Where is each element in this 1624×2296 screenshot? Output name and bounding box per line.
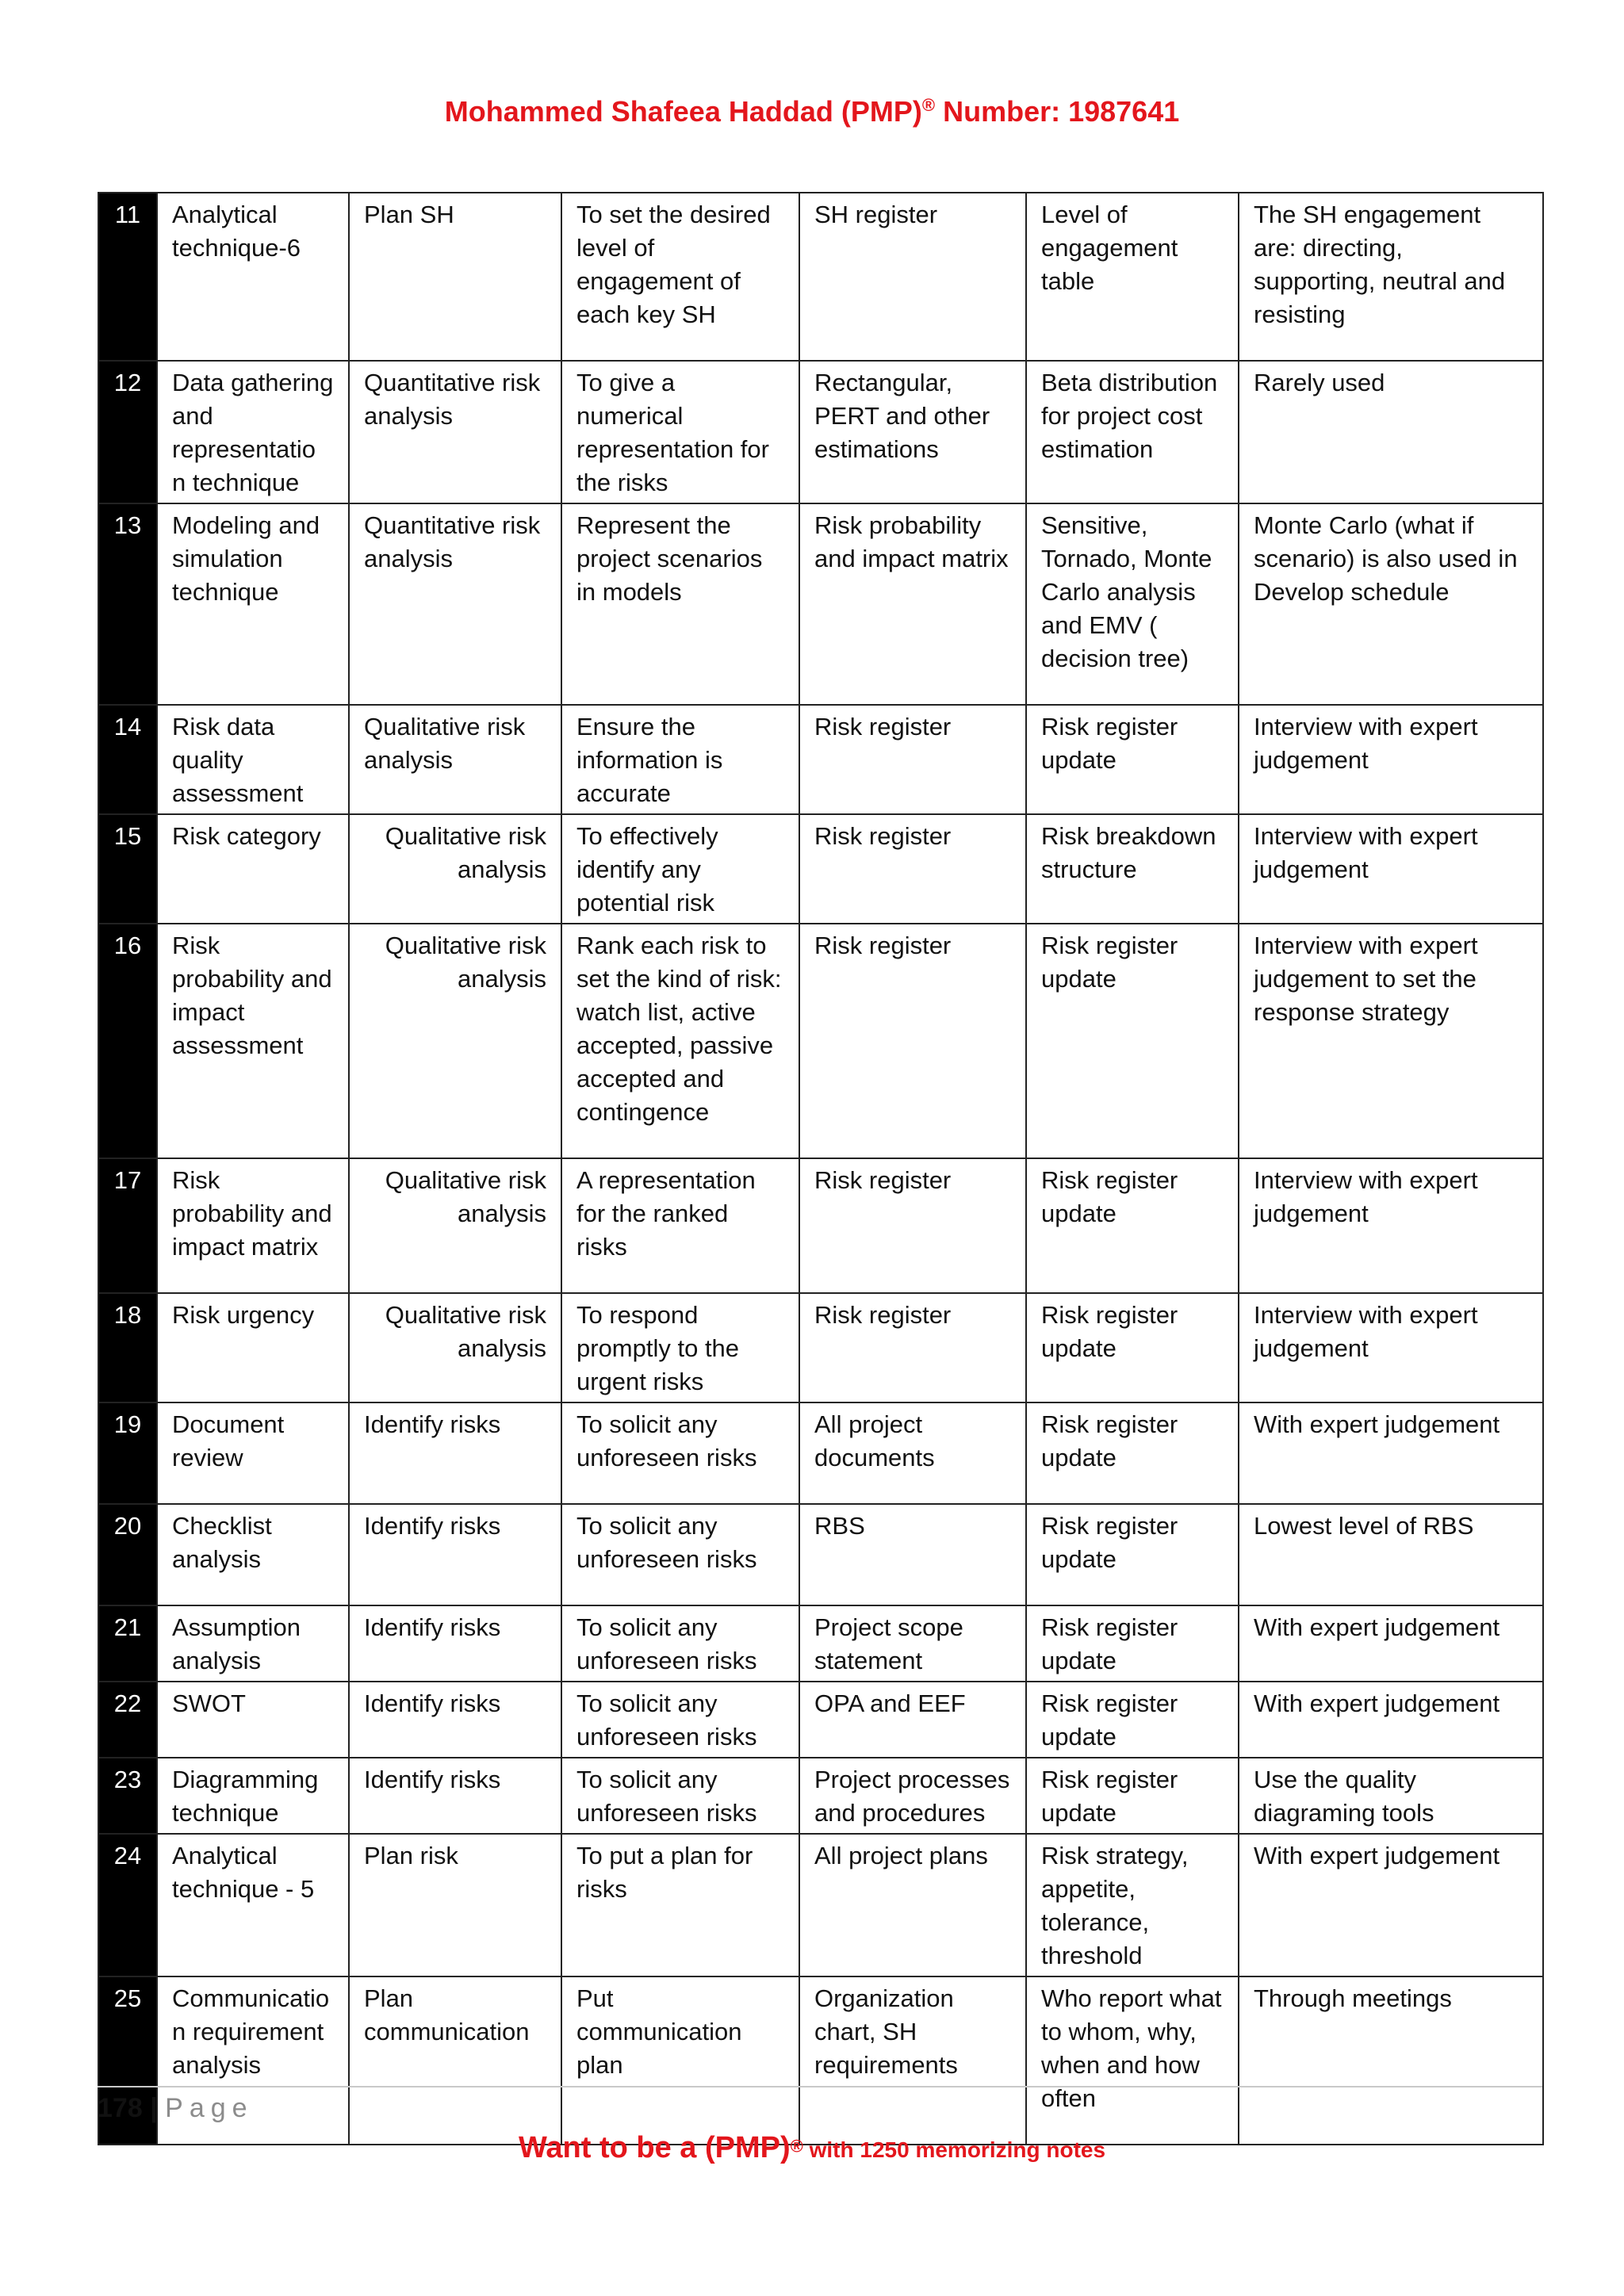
row-number: 13 xyxy=(98,503,157,705)
techniques-table xyxy=(98,192,1544,2145)
row-number: 23 xyxy=(98,1758,157,1834)
row-number: 20 xyxy=(98,1504,157,1605)
input-cell: Risk register xyxy=(799,705,1026,814)
technique-cell: SWOT xyxy=(157,1682,349,1758)
row-number: 15 xyxy=(98,814,157,924)
row-number: 11 xyxy=(98,193,157,361)
process-cell: Plan communication xyxy=(349,1976,561,2145)
output-cell: Risk strategy, appetite, tolerance, threshold xyxy=(1026,1834,1239,1976)
row-number: 24 xyxy=(98,1834,157,1976)
process-cell: Qualitative risk analysis xyxy=(349,924,561,1158)
process-cell: Identify risks xyxy=(349,1758,561,1834)
table-row xyxy=(98,361,1543,503)
notes-cell: Use the quality diagraming tools xyxy=(1239,1758,1543,1834)
process-cell: Plan SH xyxy=(349,193,561,361)
notes-cell: Lowest level of RBS xyxy=(1239,1504,1543,1605)
process-cell: Identify risks xyxy=(349,1504,561,1605)
process-cell: Qualitative risk analysis xyxy=(349,1293,561,1402)
technique-cell: Modeling and simulation technique xyxy=(157,503,349,705)
output-cell: Risk register update xyxy=(1026,705,1239,814)
notes-cell: Interview with expert judgement xyxy=(1239,814,1543,924)
technique-cell: Checklist analysis xyxy=(157,1504,349,1605)
notes-cell: Through meetings xyxy=(1239,1976,1543,2145)
row-number: 18 xyxy=(98,1293,157,1402)
purpose-cell: To solicit any unforeseen risks xyxy=(561,1605,799,1682)
footer-title: Want to be a (PMP) xyxy=(518,2131,791,2164)
process-cell: Plan risk xyxy=(349,1834,561,1976)
table-row xyxy=(98,1682,1543,1758)
output-cell: Who report what to whom, why, when and how often xyxy=(1026,1976,1239,2145)
notes-cell: With expert judgement xyxy=(1239,1605,1543,1682)
output-cell: Risk register update xyxy=(1026,1158,1239,1293)
input-cell: All project plans xyxy=(799,1834,1026,1976)
input-cell: Organization chart, SH requirements xyxy=(799,1976,1026,2145)
process-cell: Quantitative risk analysis xyxy=(349,503,561,705)
table-row xyxy=(98,1402,1543,1504)
output-cell: Level of engagement table xyxy=(1026,193,1239,361)
notes-cell: With expert judgement xyxy=(1239,1682,1543,1758)
output-cell: Risk register update xyxy=(1026,1682,1239,1758)
header-number: Number: 1987641 xyxy=(935,95,1180,128)
notes-cell: Monte Carlo (what if scenario) is also used in Develop schedule xyxy=(1239,503,1543,705)
page-header xyxy=(0,95,1624,128)
input-cell: Risk register xyxy=(799,924,1026,1158)
output-cell: Sensitive, Tornado, Monte Carlo analysis and EMV ( decision tree) xyxy=(1026,503,1239,705)
purpose-cell: Ensure the information is accurate xyxy=(561,705,799,814)
footer-subtitle: with 1250 memorizing notes xyxy=(802,2137,1106,2162)
technique-cell: Analytical technique - 5 xyxy=(157,1834,349,1976)
table-row xyxy=(98,1758,1543,1834)
output-cell: Risk register update xyxy=(1026,1402,1239,1504)
notes-cell: Interview with expert judgement xyxy=(1239,705,1543,814)
output-cell: Risk register update xyxy=(1026,924,1239,1158)
page-word: Page xyxy=(165,2093,254,2123)
technique-cell: Risk urgency xyxy=(157,1293,349,1402)
purpose-cell: Rank each risk to set the kind of risk: watch list, active accepted, passive accepted and contingence xyxy=(561,924,799,1158)
technique-cell: Risk category xyxy=(157,814,349,924)
purpose-cell: To solicit any unforeseen risks xyxy=(561,1682,799,1758)
purpose-cell: To set the desired level of engagement of each key SH xyxy=(561,193,799,361)
purpose-cell: To solicit any unforeseen risks xyxy=(561,1402,799,1504)
notes-cell: Interview with expert judgement to set the response strategy xyxy=(1239,924,1543,1158)
table-row xyxy=(98,503,1543,705)
page-number-value: 178 xyxy=(98,2093,143,2123)
notes-cell: Interview with expert judgement xyxy=(1239,1158,1543,1293)
purpose-cell: To put a plan for risks xyxy=(561,1834,799,1976)
row-number: 17 xyxy=(98,1158,157,1293)
process-cell: Quantitative risk analysis xyxy=(349,361,561,503)
input-cell: Project scope statement xyxy=(799,1605,1026,1682)
row-number: 12 xyxy=(98,361,157,503)
output-cell: Risk register update xyxy=(1026,1605,1239,1682)
purpose-cell: To give a numerical representation for the risks xyxy=(561,361,799,503)
row-number: 25 xyxy=(98,1976,157,2145)
page-divider xyxy=(98,2086,1542,2087)
process-cell: Identify risks xyxy=(349,1402,561,1504)
page-number xyxy=(98,2093,254,2124)
input-cell: Risk probability and impact matrix xyxy=(799,503,1026,705)
notes-cell: With expert judgement xyxy=(1239,1402,1543,1504)
table-row xyxy=(98,1158,1543,1293)
input-cell: Project processes and procedures xyxy=(799,1758,1026,1834)
process-cell: Qualitative risk analysis xyxy=(349,1158,561,1293)
technique-cell: Risk probability and impact assessment xyxy=(157,924,349,1158)
output-cell: Risk register update xyxy=(1026,1758,1239,1834)
table-row xyxy=(98,1504,1543,1605)
table-row xyxy=(98,193,1543,361)
output-cell: Risk breakdown structure xyxy=(1026,814,1239,924)
input-cell: Rectangular, PERT and other estimations xyxy=(799,361,1026,503)
technique-cell: Document review xyxy=(157,1402,349,1504)
purpose-cell: To solicit any unforeseen risks xyxy=(561,1758,799,1834)
table-row xyxy=(98,814,1543,924)
table-row xyxy=(98,705,1543,814)
header-registered-mark: ® xyxy=(921,95,936,115)
technique-cell: Diagramming technique xyxy=(157,1758,349,1834)
footer-registered-mark: ® xyxy=(790,2136,803,2156)
row-number: 16 xyxy=(98,924,157,1158)
input-cell: RBS xyxy=(799,1504,1026,1605)
output-cell: Risk register update xyxy=(1026,1293,1239,1402)
purpose-cell: To respond promptly to the urgent risks xyxy=(561,1293,799,1402)
process-cell: Qualitative risk analysis xyxy=(349,814,561,924)
process-cell: Qualitative risk analysis xyxy=(349,705,561,814)
process-cell: Identify risks xyxy=(349,1605,561,1682)
notes-cell: Interview with expert judgement xyxy=(1239,1293,1543,1402)
input-cell: OPA and EEF xyxy=(799,1682,1026,1758)
notes-cell: Rarely used xyxy=(1239,361,1543,503)
technique-cell: Risk data quality assessment xyxy=(157,705,349,814)
table-row xyxy=(98,1605,1543,1682)
row-number: 22 xyxy=(98,1682,157,1758)
row-number: 14 xyxy=(98,705,157,814)
technique-cell: Assumption analysis xyxy=(157,1605,349,1682)
table-row xyxy=(98,1293,1543,1402)
table-row xyxy=(98,1976,1543,2145)
technique-cell: Data gathering and representatio n technique xyxy=(157,361,349,503)
table-row xyxy=(98,924,1543,1158)
input-cell: Risk register xyxy=(799,1158,1026,1293)
technique-cell: Communicatio n requirement analysis xyxy=(157,1976,349,2145)
input-cell: Risk register xyxy=(799,814,1026,924)
input-cell: All project documents xyxy=(799,1402,1026,1504)
purpose-cell: A representation for the ranked risks xyxy=(561,1158,799,1293)
table-row xyxy=(98,1834,1543,1976)
header-author: Mohammed Shafeea Haddad (PMP) xyxy=(444,95,922,128)
notes-cell: With expert judgement xyxy=(1239,1834,1543,1976)
process-cell: Identify risks xyxy=(349,1682,561,1758)
page-number-separator: | xyxy=(150,2093,158,2123)
input-cell: Risk register xyxy=(799,1293,1026,1402)
purpose-cell: Represent the project scenarios in models xyxy=(561,503,799,705)
row-number: 19 xyxy=(98,1402,157,1504)
output-cell: Beta distribution for project cost estimation xyxy=(1026,361,1239,503)
output-cell: Risk register update xyxy=(1026,1504,1239,1605)
technique-cell: Risk probability and impact matrix xyxy=(157,1158,349,1293)
notes-cell: The SH engagement are: directing, supporting, neutral and resisting xyxy=(1239,193,1543,361)
purpose-cell: To solicit any unforeseen risks xyxy=(561,1504,799,1605)
page-footer xyxy=(0,2131,1624,2165)
row-number: 21 xyxy=(98,1605,157,1682)
input-cell: SH register xyxy=(799,193,1026,361)
purpose-cell: To effectively identify any potential risk xyxy=(561,814,799,924)
purpose-cell: Put communication plan xyxy=(561,1976,799,2145)
technique-cell: Analytical technique-6 xyxy=(157,193,349,361)
